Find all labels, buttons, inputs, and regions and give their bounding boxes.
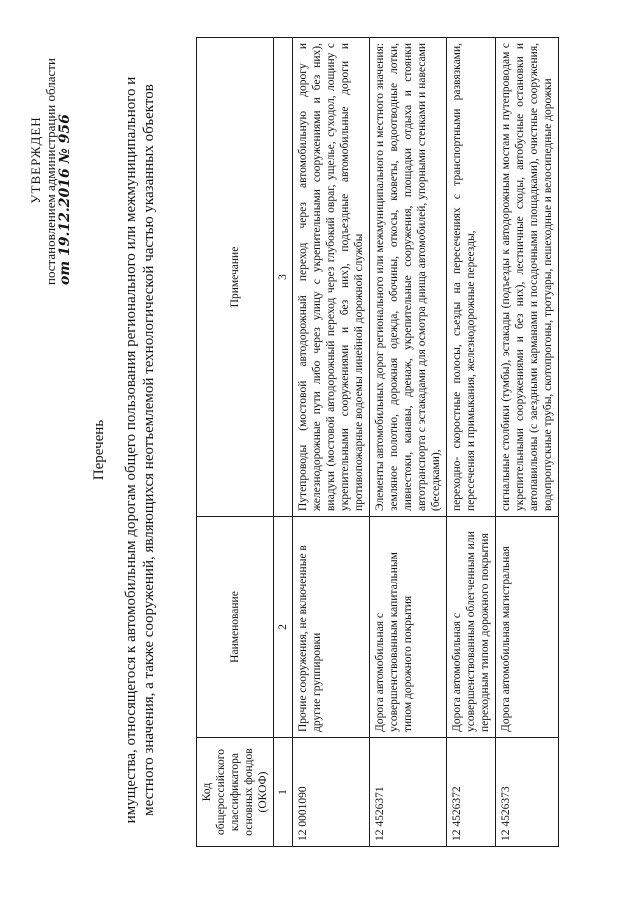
row-note: Элементы автомобильных дорог регионального или межмуниципального и местного значения: земляное полотно, дорожная одежда, обочины, откосы, кюветы, водоотводные лотки, ливнестоки, канавы, дренаж, укрепительные сооружения, площадки отдыха и стоянки автотранспорта с эстакадами для осмотра днища автомобилей, упорными стенками и навесами (беседками),: [370, 38, 447, 517]
column-number: 3: [274, 38, 293, 517]
table-row: [293, 38, 370, 847]
row-name: Дорога автомобильная с усовершенствованным капитальным типом дорожного покрытия: [370, 517, 447, 738]
table-row: [447, 38, 496, 847]
row-name: Дорога автомобильная с усовершенствованным облегченным или переходным типом дорожного покрытия: [447, 517, 496, 738]
table-row: [370, 38, 447, 847]
approval-title: УТВЕРЖДЕН: [28, 116, 43, 204]
row-note: сигнальные столбики (тумбы), эстакады (подъезды к автодорожным мостам и путепроводам с укрепительными сооружениями и без них), лестничные сходы, автобусные остановки и автопавильоны (с заездными карманами и посадочными площадками), очистные сооружения, водопропускные трубы, скотопрогоны, тротуары, пешеходные и велосипедные дорожки: [496, 38, 559, 517]
header-code: Код общероссийского классификатора основных фондов (ОКОФ): [197, 738, 274, 847]
row-code: 12 4526372: [447, 738, 496, 847]
row-note: переходно- скоростные полосы, съезды на пересечениях с транспортными развязками, пересечения и примыкания, железнодорожные переезды,: [447, 38, 496, 517]
header-name: Наименование: [197, 517, 274, 738]
row-code: 12 4526371: [370, 738, 447, 847]
row-code: 12 4526373: [496, 738, 559, 847]
column-number-row: [274, 38, 293, 847]
header-note: Примечание: [197, 38, 274, 517]
row-code: 12 0001090: [293, 738, 370, 847]
table-header-row: [197, 38, 274, 847]
row-name: Дорога автомобильная магистральная: [496, 517, 559, 738]
table-row: [496, 38, 559, 847]
document-title: Перечень: [91, 419, 107, 481]
column-number: 2: [274, 517, 293, 738]
property-table: [196, 37, 559, 847]
approval-block: [28, 35, 73, 285]
document-subtitle: имущества, относящегося к автомобильным дорогам общего пользования регионального или межмуниципального и местного значения, а также сооружений, являющихся неотъемлемой технологической частью указанных объектов: [123, 76, 157, 824]
document-heading: [90, 65, 158, 835]
row-name: Прочие сооружения, не включенные в другие группировки: [293, 517, 370, 738]
column-number: 1: [274, 738, 293, 847]
approval-signature: от 19.12.2016 № 956: [57, 114, 73, 285]
row-note: Путепроводы (мостовой автодорожный переход через автомобильную дорогу и железнодорожные пути либо через улицу с укрепительными сооружениями и без них), виадуки (мостовой автодорожный переход через глубокий овраг, ущелье, суходол, лощину с укрепительными сооружениями и без них), подъездные автомобильные дороги и противопожарные водоемы линейной дорожной службы: [293, 38, 370, 517]
approval-line: постановлением администрации области: [43, 58, 58, 285]
